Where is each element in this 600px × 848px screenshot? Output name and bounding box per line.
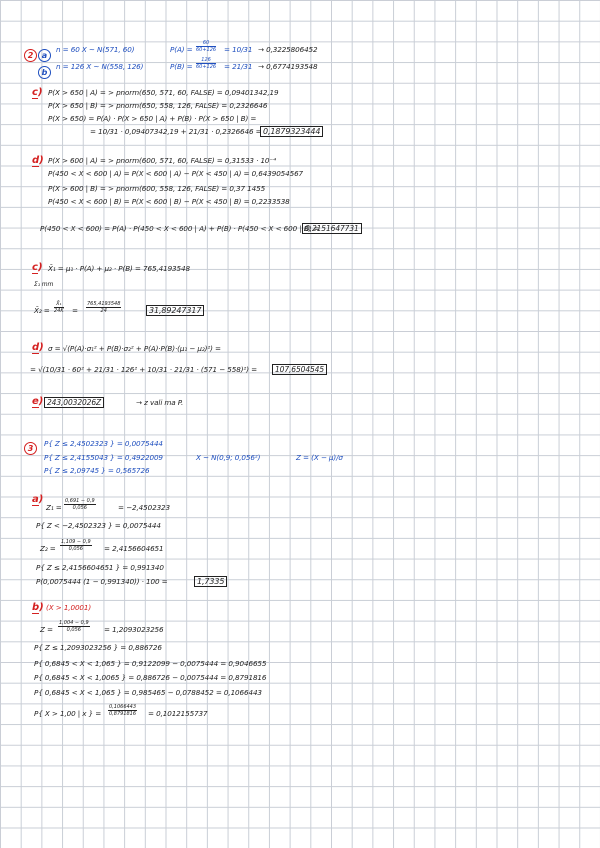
section-3b-z-result: = 1,2093023256: [104, 625, 164, 634]
section-2a-pa-fraction: $\frac{60}{60+126}$: [196, 40, 217, 53]
section-e-marker: c): [32, 262, 43, 273]
section-3b-marker: b): [32, 602, 44, 613]
section-3a-line-2: P{ Z < −2,4502323 } = 0,0075444: [36, 521, 161, 530]
section-3a-result: 1,7335: [194, 576, 227, 587]
section-e-line-1: X̄₁ = μ₁ · P(A) + μ₂ · P(B) = 765,4193548: [48, 264, 190, 273]
section-3a-z2-label: Z₂ =: [40, 544, 56, 553]
section-f-line-1: σ = √(P(A)·σ₁² + P(B)·σ₂² + P(A)·P(B)·(μ₁ − μ₂)²) =: [48, 344, 221, 353]
section-e-fraction-1: $\frac{\text{X̄₁}}{24K}$: [54, 301, 64, 314]
section-f-result: 107,6504545: [272, 364, 327, 375]
section-3a-z2-result: = 2,4156604651: [104, 544, 164, 553]
section-g-marker: e): [32, 396, 44, 407]
section-d-line-5: P(450 < X < 600) = P(A) · P(450 < X < 600 | A) + P(B) · P(450 < X < 600 | B) =: [40, 224, 320, 233]
section-3b-cond-fraction: $\frac{0,1066443}{0,8791816}$: [109, 704, 137, 717]
section-3a-z1-label: Z₁ =: [46, 503, 62, 512]
section-3b-cond-result: = 0,1012155737: [148, 709, 208, 718]
section-c-marker: c): [32, 87, 43, 98]
section-3b-cond-label: P{ X > 1,00 | x } =: [34, 709, 102, 718]
section-3-side-dist: X ~ N(0,9; 0,056²): [196, 453, 261, 462]
section-3a-z1-result: = −2,4502323: [118, 503, 170, 512]
section-e-equals: =: [72, 306, 78, 315]
section-3-marker: 3: [24, 436, 37, 455]
section-3a-z1-fraction: $\frac{0,691 - 0,9}{0,056}$: [65, 498, 95, 511]
section-3b-z-fraction: $\frac{1,004 - 0,9}{0,056}$: [59, 620, 89, 633]
section-3-line-1: P{ Z ≤ 2,4502323 } = 0,0075444: [44, 439, 163, 448]
section-g-tail: → z vali ma P.: [136, 398, 184, 407]
section-e-result: 31,89247317: [146, 305, 204, 316]
section-2a-line: n = 60 X ~ N(571, 60): [56, 45, 135, 54]
section-c-line-2: P(X > 650 | B) = > pnorm(650, 558, 126, FALSE) = 0,2326646: [48, 101, 268, 110]
section-2a-pa-decimal: → 0,3225806452: [258, 45, 318, 54]
section-2a-pa-label: P(A) =: [170, 45, 193, 54]
section-d-line-4: P(450 < X < 600 | B) = P(X < 600 | B) − P(X < 450 | B) = 0,2233538: [48, 197, 290, 206]
section-f-line-2: = √(10/31 · 60² + 21/31 · 126² + 10/31 · 21/31 · (571 − 558)²) =: [30, 365, 258, 374]
section-c-line-1: P(X > 650 | A) = > pnorm(650, 571, 60, FALSE) = 0,09401342,19: [48, 88, 279, 97]
section-c-line-3: P(X > 650) = P(A) · P(X > 650 | A) + P(B) · P(X > 650 | B) =: [48, 114, 257, 123]
section-3a-line-5: P(0,0075444 (1 − 0,991340)) · 100 =: [36, 577, 168, 586]
section-2a-marker: a: [38, 43, 51, 62]
section-3b-line-5: P{ 0,6845 < X < 1,0065 } = 0,886726 − 0,0075444 = 0,8791816: [34, 673, 267, 682]
section-2b-pb-decimal: → 0,6774193548: [258, 62, 318, 71]
section-d-result: 0,2151647731: [302, 223, 362, 234]
section-3-line-2: P{ Z ≤ 2,4155043 } = 0,4922009: [44, 453, 163, 462]
section-3a-z2-fraction: $\frac{1,109 - 0,9}{0,056}$: [61, 539, 91, 552]
section-2-marker: 2: [24, 43, 37, 62]
section-e-fraction-2: $\frac{765,4193548}{24}$: [87, 301, 121, 314]
section-e-line-2: Σ₁ mm: [34, 281, 54, 288]
section-d-line-1: P(X > 600 | A) = > pnorm(600, 571, 60, FALSE) = 0,31533 · 10⁻⁴: [48, 156, 276, 165]
section-3-line-3: P{ Z ≤ 2,09745 } = 0,565726: [44, 466, 150, 475]
section-2a-pa-result: = 10/31: [224, 45, 253, 54]
section-3b-line-1: (X > 1,0001): [46, 603, 92, 612]
section-f-marker: d): [32, 342, 44, 353]
section-3a-line-4: P{ Z ≤ 2,4156604651 } = 0,991340: [36, 563, 164, 572]
section-d-marker: d): [32, 155, 44, 166]
section-e-xbar2-label: X̄₂ =: [34, 306, 50, 315]
section-2b-marker: b: [38, 60, 51, 79]
section-g-result: 243,0032026Z: [44, 397, 104, 408]
section-3b-line-3: P{ Z ≤ 1,2093023256 } = 0,886726: [34, 643, 162, 652]
section-3a-marker: a): [32, 494, 44, 505]
section-3b-z-label: Z =: [40, 625, 53, 634]
section-d-line-3: P(X > 600 | B) = > pnorm(600, 558, 126, FALSE) = 0,37 1455: [48, 184, 266, 193]
section-c-result: 0,1879323444: [260, 126, 323, 137]
section-3b-line-6: P{ 0,6845 < X < 1,065 } = 0,985465 − 0,0788452 = 0,1066443: [34, 688, 262, 697]
section-d-line-2: P(450 < X < 600 | A) = P(X < 600 | A) − P(X < 450 | A) = 0,6439054567: [48, 169, 304, 178]
section-3b-line-4: P{ 0,6845 < X < 1,065 } = 0,9122099 − 0,0075444 = 0,9046655: [34, 659, 267, 668]
section-2b-pb-fraction: $\frac{126}{60+126}$: [196, 57, 217, 70]
section-3-side-z: Z = (X − μ)/σ: [296, 453, 343, 462]
section-2b-line: n = 126 X ~ N(558, 126): [56, 62, 144, 71]
section-2b-pb-result: = 21/31: [224, 62, 253, 71]
section-c-line-4: = 10/31 · 0,09407342,19 + 21/31 · 0,2326646 =: [90, 127, 262, 136]
section-2b-pb-label: P(B) =: [170, 62, 193, 71]
